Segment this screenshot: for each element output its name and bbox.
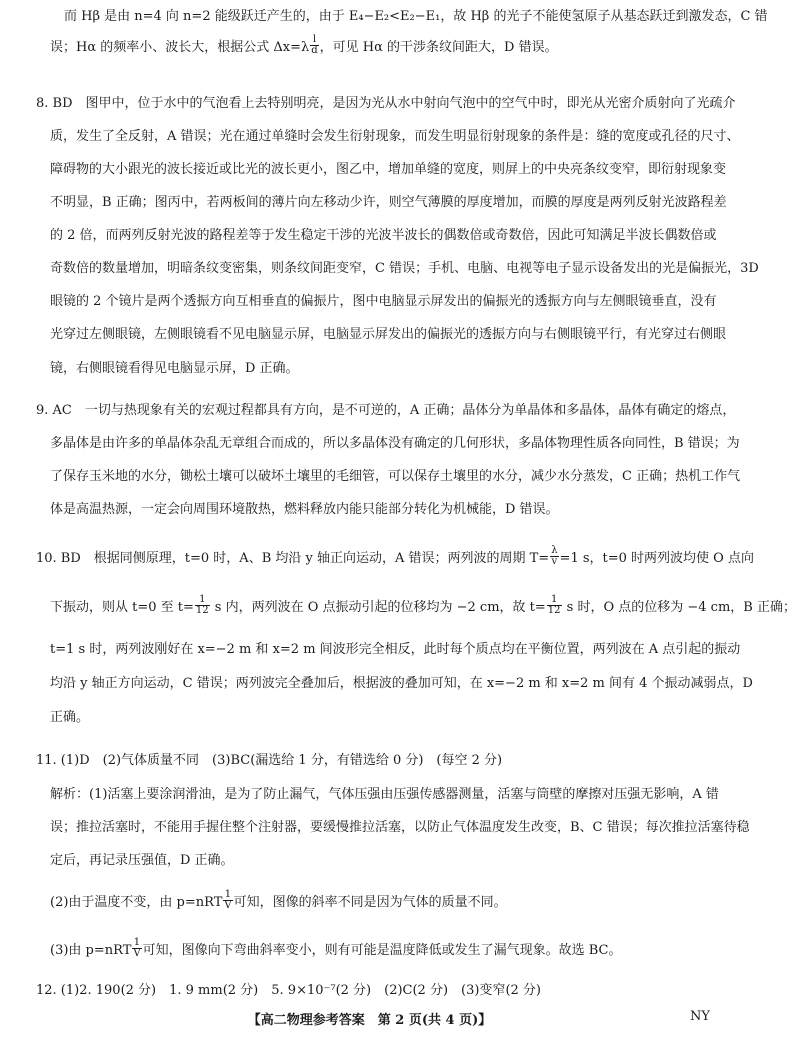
fraction-numerator: λ [551,545,558,556]
text-line: 体是高温热源，一定会向周围环境散热，燃料释放内能只能部分转化为机械能，D 错误。 [50,502,559,517]
text-line: 定后，再记录压强值，D 正确。 [50,853,234,868]
fraction [223,890,232,911]
text-line: 障碍物的大小跟光的波长接近或比光的波长更小，图乙中，增加单缝的宽度，则屏上的中央亮条纹变窄，即衍射现象变 [50,162,727,177]
footer-code: NY [690,1009,710,1024]
fraction-denominator: 12 [195,605,209,616]
text-line [36,545,754,569]
text-line: 9. AC 一切与热现象有关的宏观过程都具有方向，是不可逆的，A 正确；晶体分为单晶体和多晶体，晶体有确定的熔点， [36,403,736,418]
page-footer: 【高二物理参考答案 第 2 页(共 4 页)】 [247,1013,492,1028]
text-segment: (2)由于温度不变，由 p=nRT [50,895,223,910]
text-line: 质，发生了全反射，A 错误；光在通过单缝时会发生衍射现象，而发生明显衍射现象的条件是：缝的宽度或孔径的尺寸、 [50,129,740,144]
text-line: 的 2 倍，而两列反射光波的路程差等于发生稳定干涉的光波半波长的偶数倍或奇数倍，因此可知满足半波长偶数倍或 [50,228,717,243]
fraction-numerator: 1 [195,595,210,606]
text-line: 而 Hβ 是由 n=4 向 n=2 能级跃迁产生的，由于 E₄−E₂<E₂−E₁，故 Hβ 的光子不能使氢原子从基态跃迁到激发态，C 错 [64,9,768,24]
text-segment: 下振动，则从 t=0 至 t= [50,600,194,615]
text-line: 11. (1)D (2)气体质量不同 (3)BC(漏选给 1 分，有错选给 0 分) (每空 2 分) [36,753,503,768]
text-line: 了保存玉米地的水分，锄松土壤可以破坏土壤里的毛细管，可以保存土壤里的水分，减少水分蒸发，C 正确；热机工作气 [50,469,741,484]
text-line: 镜，右侧眼镜看得见电脑显示屏，D 正确。 [50,361,299,376]
text-line [50,889,507,913]
fraction [132,938,141,959]
text-line: 12. (1)2. 190(2 分) 1. 9 mm(2 分) 5. 9×10⁻⁷(2 分) (2)C(2 分) (3)变窄(2 分) [36,983,541,998]
fraction-numerator: l [310,35,318,46]
fraction [195,595,210,616]
text-line [50,34,558,58]
text-segment: 误；Hα 的频率小、波长大，根据公式 Δx=λ [50,40,310,55]
text-segment: 10. BD 根据同侧原理，t=0 时，A、B 均沿 y 轴正向运动，A 错误；两列波的周期 T= [36,551,550,566]
text-segment: 可知，图像的斜率不同是因为气体的质量不同。 [233,895,507,910]
text-line: 误；推拉活塞时，不能用手握住整个注射器，要缓慢推拉活塞，以防止气体温度发生改变，B、C 错误；每次推拉活塞待稳 [50,820,750,835]
text-segment: =1 s，t=0 时两列波均使 O 点向 [559,551,754,566]
fraction-denominator: v [551,556,558,567]
fraction [547,595,562,616]
fraction [550,546,558,567]
text-segment: 可知，图像向下弯曲斜率变小，则有可能是温度降低或发生了漏气现象。故选 BC。 [142,943,622,958]
text-line: 解析：(1)活塞上要涂润滑油，是为了防止漏气，气体压强由压强传感器测量，活塞与筒壁的摩擦对压强无影响，A 错 [50,787,719,802]
text-segment: (3)由 p=nRT [50,943,132,958]
text-line: 正确。 [50,710,90,725]
text-line: t=1 s 时，两列波刚好在 x=−2 m 和 x=2 m 间波形完全相反，此时每个质点均在平衡位置，两列波在 A 点引起的振动 [50,642,741,657]
text-line: 8. BD 图甲中，位于水中的气泡看上去特别明亮，是因为光从水中射向气泡中的空气中时，即光从光密介质射向了光疏介 [36,96,736,111]
fraction-denominator: d [311,45,318,56]
fraction-numerator: 1 [224,889,232,900]
text-line: 眼镜的 2 个镜片是两个透振方向互相垂直的偏振片，图中电脑显示屏发出的偏振光的透振方向与左侧眼镜垂直，没有 [50,294,717,309]
fraction-denominator: V [133,948,141,959]
fraction-denominator: 12 [547,605,561,616]
text-line: 不明显，B 正确；图丙中，若两板间的薄片向左移动少许，则空气薄膜的厚度增加，而膜的厚度是两列反射光波路程差 [50,195,727,210]
fraction [310,35,318,56]
text-line: 光穿过左侧眼镜，左侧眼镜看不见电脑显示屏，电脑显示屏发出的偏振光的透振方向与右侧眼镜平行，有光穿过右侧眼 [50,327,727,342]
text-line: 奇数倍的数量增加，明暗条纹变密集，则条纹间距变窄，C 错误；手机、电脑、电视等电子显示设备发出的光是偏振光，3D [50,261,759,276]
text-segment: ，可见 Hα 的干涉条纹间距大，D 错误。 [319,40,558,55]
text-line: 均沿 y 轴正方向运动，C 错误；两列波完全叠加后，根据波的叠加可知，在 x=−2 m 和 x=2 m 间有 4 个振动减弱点，D [50,676,753,691]
fraction-numerator: 1 [547,595,562,606]
text-line [50,937,622,961]
text-segment: s 内，两列波在 O 点振动引起的位移均为 −2 cm，故 t= [210,600,546,615]
fraction-numerator: 1 [133,937,141,948]
text-segment: s 时，O 点的位移为 −4 cm，B 正确； [562,600,796,615]
text-line: 多晶体是由许多的单晶体杂乱无章组合而成的，所以多晶体没有确定的几何形状，多晶体物理性质各向同性，B 错误；为 [50,436,740,451]
fraction-denominator: V [224,900,232,911]
text-line [50,594,796,618]
